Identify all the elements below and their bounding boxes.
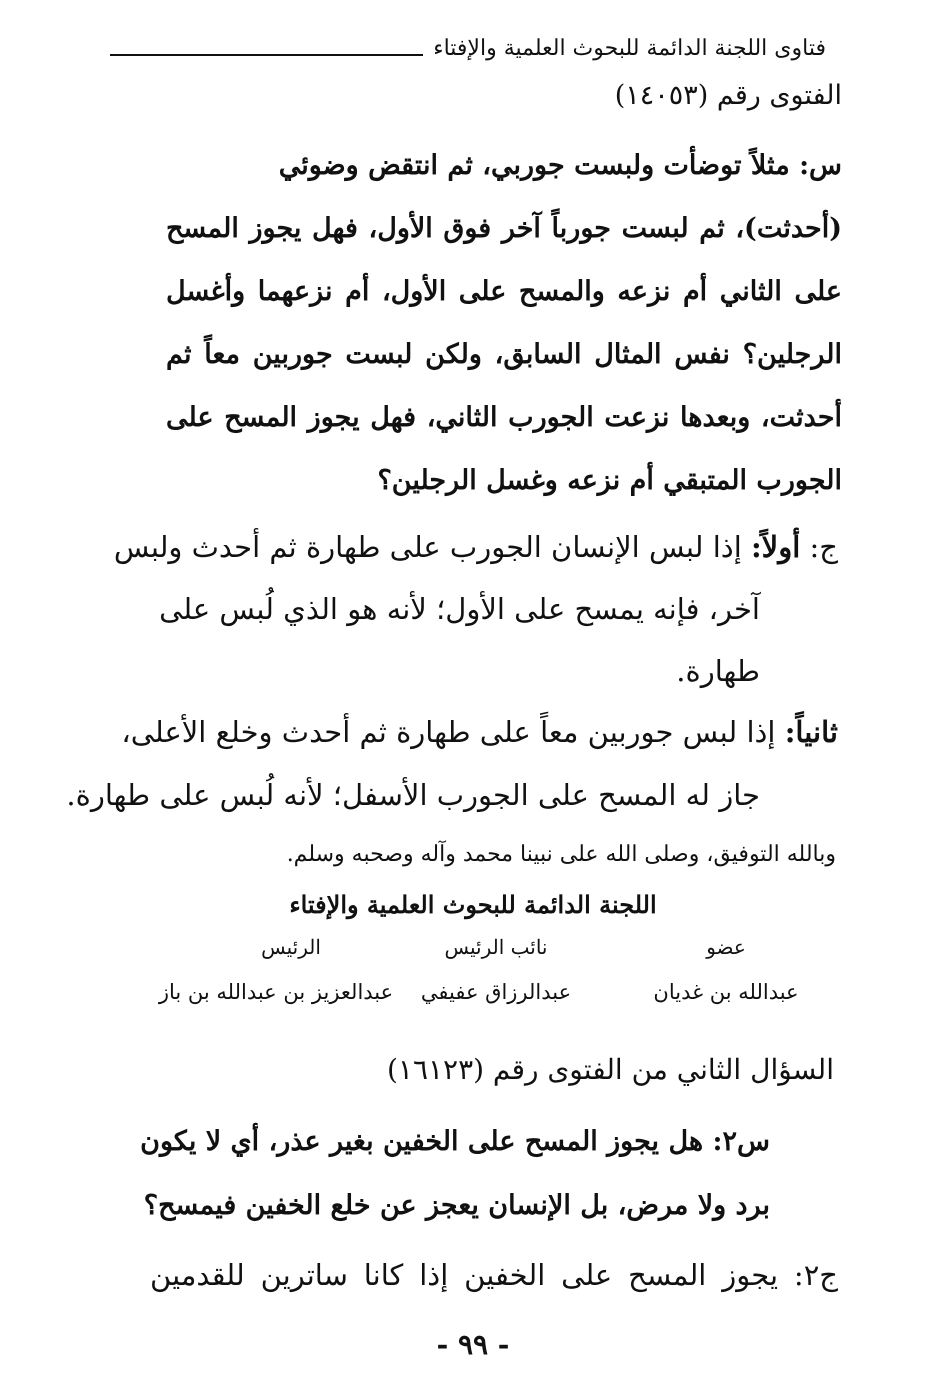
- committee-name: اللجنة الدائمة للبحوث العلمية والإفتاء: [289, 890, 657, 919]
- closing-formula: وبالله التوفيق، وصلى الله على نبينا محمد وآله وصحبه وسلم.: [286, 842, 836, 867]
- question-1-line-3: على الثاني أم نزعه والمسح على الأول، أم نزعهما وأغسل: [166, 276, 842, 307]
- question-1-line-5: أحدثت، وبعدها نزعت الجورب الثاني، فهل يجوز المسح على: [166, 402, 842, 433]
- answer-1-line-3: طهارة.: [676, 654, 760, 688]
- question-1-line-4: الرجلين؟ نفس المثال السابق، ولكن لبست جوربين معاً ثم: [166, 339, 842, 370]
- running-header-title: فتاوى اللجنة الدائمة للبحوث العلمية والإفتاء: [433, 35, 826, 61]
- signatory-role-president: الرئيس: [261, 935, 321, 959]
- answer-first-text: إذا لبس الإنسان الجورب على طهارة ثم أحدث ولبس: [113, 530, 742, 564]
- question-label: س:: [799, 150, 842, 181]
- question-text: مثلاً توضأت ولبست جوربي، ثم انتقض وضوئي: [278, 150, 790, 181]
- header-rule: [110, 54, 423, 56]
- question-2-line-2: برد ولا مرض، بل الإنسان يعجز عن خلع الخفين فيمسح؟: [143, 1190, 770, 1221]
- fatwa-2-title: السؤال الثاني من الفتوى رقم (١٦١٢٣): [386, 1053, 834, 1086]
- answer-first-label: أولاً:: [750, 530, 801, 564]
- signatory-name-member: عبدالله بن غديان: [653, 980, 799, 1004]
- question-1-line-1: [166, 150, 842, 181]
- signatory-role-member: عضو: [706, 935, 746, 959]
- running-header: [110, 28, 826, 68]
- question-2-label: س٢:: [712, 1126, 770, 1157]
- fatwa-number: الفتوى رقم (١٤٠٥٣): [614, 80, 842, 111]
- answer-1-line-2: آخر، فإنه يمسح على الأول؛ لأنه هو الذي لُبس على: [159, 592, 760, 626]
- question-2-line-1: [140, 1126, 770, 1157]
- answer-1-line-4: [121, 715, 838, 749]
- question-2-text: هل يجوز المسح على الخفين بغير عذر، أي لا يكون: [140, 1126, 704, 1157]
- answer-label: ج:: [809, 530, 838, 564]
- signatory-name-president: عبدالعزيز بن عبدالله بن باز: [158, 980, 394, 1004]
- signatory-name-vice-president: عبدالرزاق عفيفي: [420, 980, 572, 1004]
- question-1-line-2: (أحدثت)، ثم لبست جورباً آخر فوق الأول، فهل يجوز المسح: [166, 213, 842, 244]
- signatory-role-vice-president: نائب الرئيس: [444, 935, 548, 959]
- page-number: - ٩٩ -: [436, 1328, 510, 1361]
- answer-second-label: ثانياً:: [784, 715, 838, 749]
- answer-second-text: إذا لبس جوربين معاً على طهارة ثم أحدث وخلع الأعلى،: [121, 715, 776, 749]
- answer-1-line-5: جاز له المسح على الجورب الأسفل؛ لأنه لُبس على طهارة.: [66, 778, 760, 812]
- answer-2-text: يجوز المسح على الخفين إذا كانا ساترين للقدمين: [150, 1258, 779, 1292]
- question-1-line-6: الجورب المتبقي أم نزعه وغسل الرجلين؟: [377, 465, 842, 496]
- answer-2-line-1: [150, 1258, 838, 1292]
- answer-1-line-1: [114, 530, 838, 564]
- answer-2-label: ج٢:: [793, 1258, 839, 1292]
